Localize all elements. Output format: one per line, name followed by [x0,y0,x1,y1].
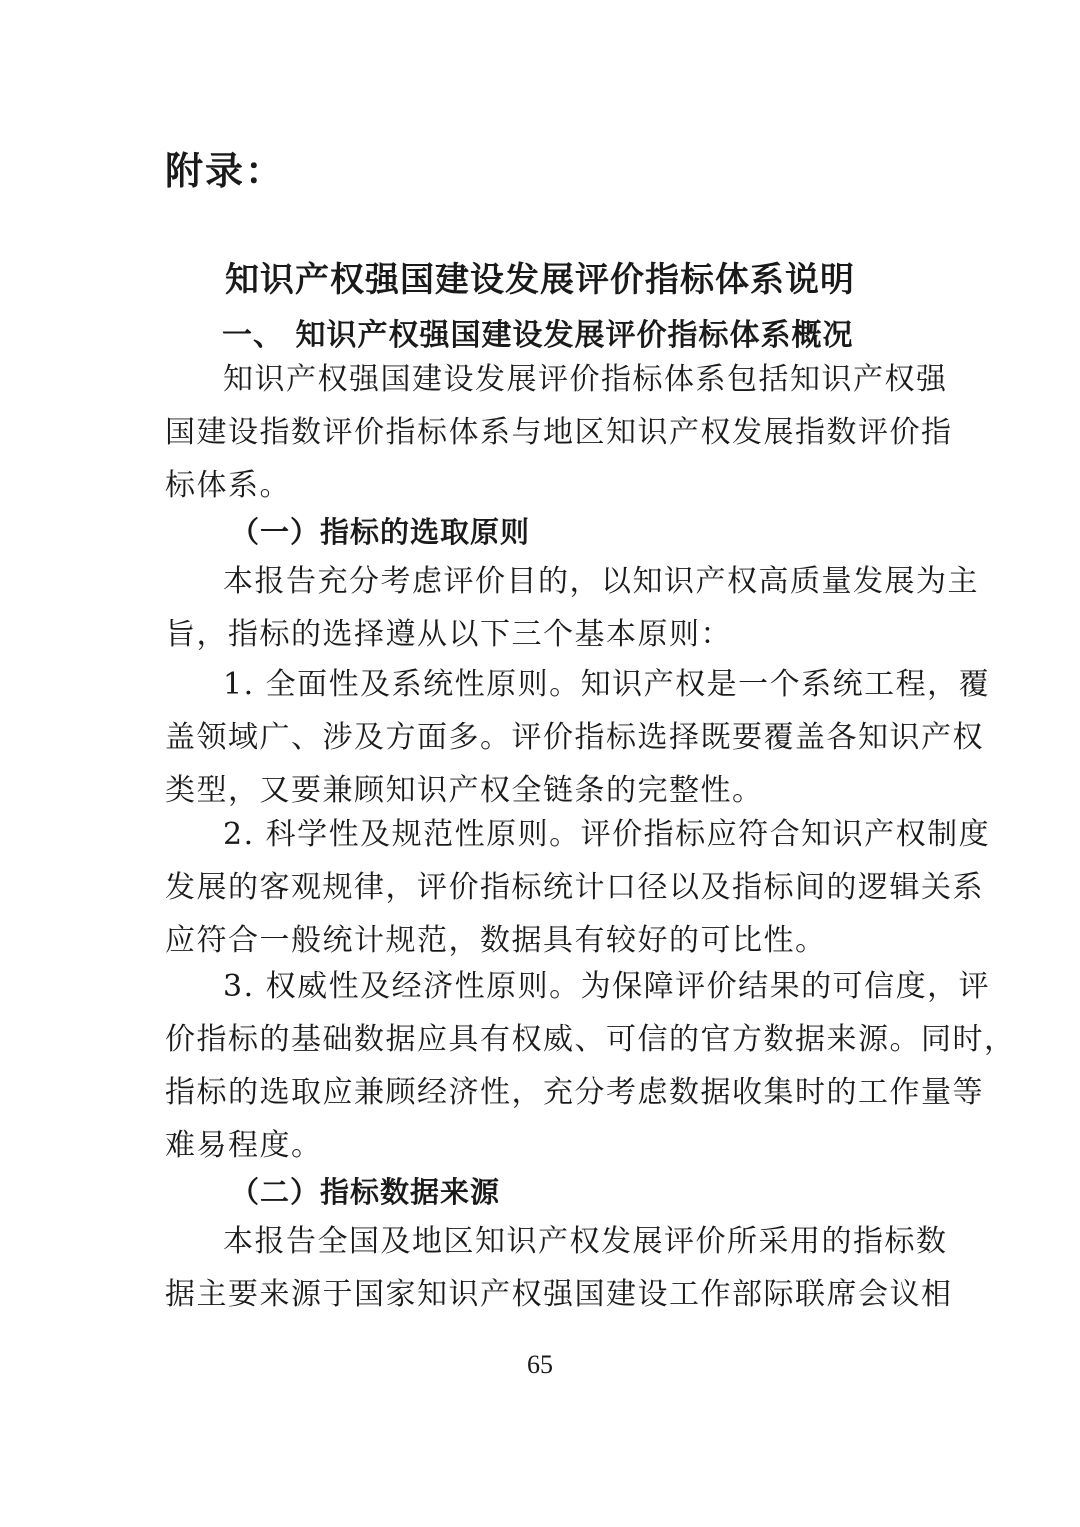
paragraph-line: 本报告全国及地区知识产权发展评价所采用的指标数 [223,1224,948,1259]
paragraph-line: 1. 全面性及系统性原则。知识产权是一个系统工程，覆 [223,667,991,702]
paragraph-line: 旨，指标的选择遵从以下三个基本原则： [165,617,732,652]
page-title: 知识产权强国建设发展评价指标体系说明 [225,260,855,300]
subsection-heading-principles: （一）指标的选取原则 [230,515,531,549]
paragraph-line: 盖领域广、涉及方面多。评价指标选择既要覆盖各知识产权 [165,720,984,755]
paragraph-line: 应符合一般统计规范，数据具有较好的可比性。 [165,923,827,958]
paragraph-intro [165,353,953,512]
paragraph-line: 标体系。 [165,468,291,503]
paragraph-line: 知识产权强国建设发展评价指标体系包括知识产权强 [223,362,948,397]
paragraph-line: 本报告充分考虑评价目的，以知识产权高质量发展为主 [223,564,979,599]
principle-2-paragraph [165,808,991,967]
paragraph-line: 2. 科学性及规范性原则。评价指标应符合知识产权制度 [223,817,991,852]
subsection-heading-data-source: （二）指标数据来源 [230,1175,501,1209]
principle-3-paragraph [165,960,1016,1172]
appendix-label: 附录： [165,149,286,193]
paragraph-line: 据主要来源于国家知识产权强国建设工作部际联席会议相 [165,1277,953,1312]
paragraph-line: 类型，又要兼顾知识产权全链条的完整性。 [165,773,764,808]
principle-1-paragraph [165,658,991,817]
paragraph-line: 国建设指数评价指标体系与地区知识产权发展指数评价指 [165,415,953,450]
paragraph-line: 3. 权威性及经济性原则。为保障评价结果的可信度，评 [223,969,991,1004]
paragraph-line: 指标的选取应兼顾经济性，充分考虑数据收集时的工作量等 [165,1075,984,1110]
page-number: 65 [527,1350,553,1379]
paragraph-data-source [165,1215,953,1321]
paragraph-line: 发展的客观规律，评价指标统计口径以及指标间的逻辑关系 [165,870,984,905]
paragraph-principles-intro [165,555,979,661]
paragraph-line: 价指标的基础数据应具有权威、可信的官方数据来源。同时， [165,1022,1016,1057]
section-heading-overview: 一、 知识产权强国建设发展评价指标体系概况 [222,318,854,353]
paragraph-line: 难易程度。 [165,1128,323,1163]
